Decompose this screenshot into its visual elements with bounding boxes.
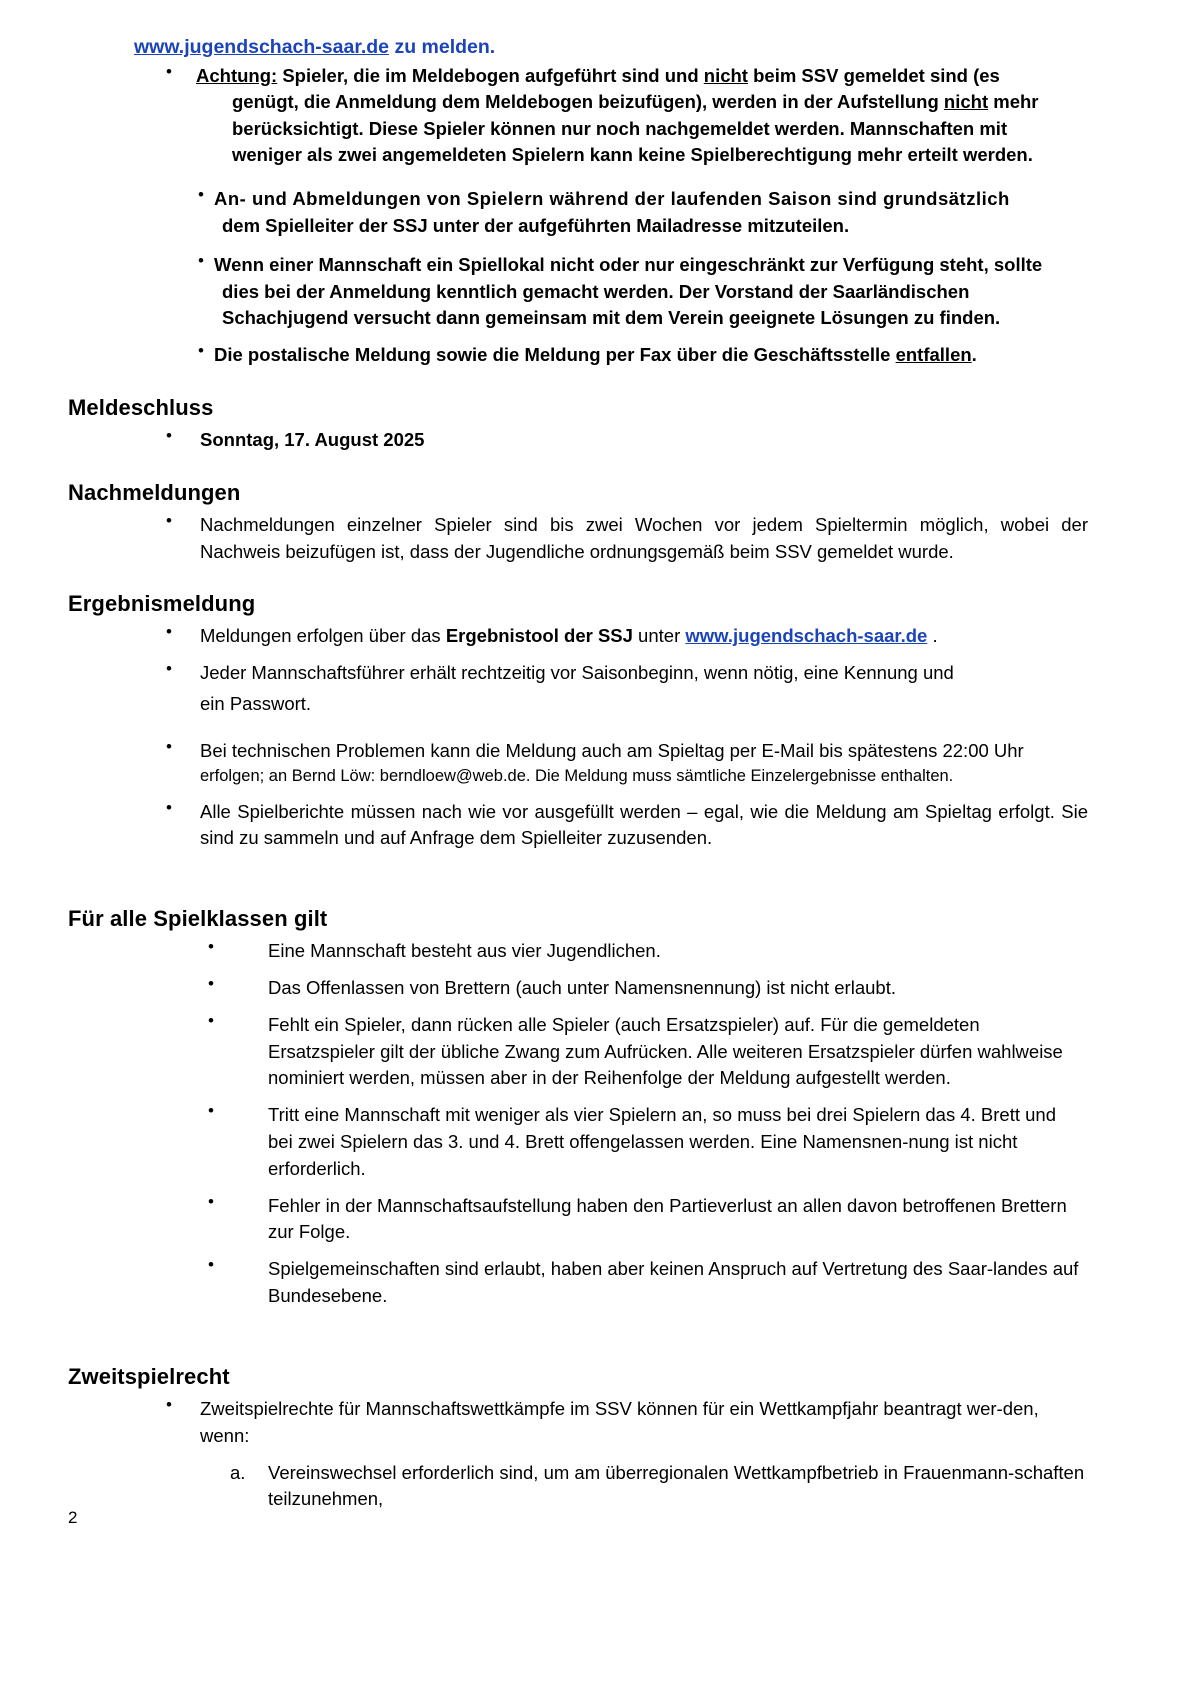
achtung-nicht-2: nicht xyxy=(943,91,989,113)
nachmeldungen-text: Nachmeldungen einzelner Spieler sind bis zwei Wochen vor jedem Spieltermin möglich, wobei der Nachweis beizufügen ist, dass der Jugendliche ordnungsgemäß beim SSV gemeldet wurde. xyxy=(200,513,1088,562)
bullet-icon: • xyxy=(166,736,172,756)
list-item xyxy=(68,975,1104,1002)
bullet-icon: • xyxy=(198,250,204,270)
list-item xyxy=(68,186,1104,240)
bullet-icon: • xyxy=(208,1191,214,1211)
list-item xyxy=(68,1396,1104,1450)
zweitspielrecht-list xyxy=(68,1396,1104,1450)
spielklassen-item-3: Fehlt ein Spieler, dann rücken alle Spieler (auch Ersatzspieler) auf. Für die gemeldeten Ersatzspieler gilt der übliche Zwang zum Aufrücken. Alle weiteren Ersatzspieler dürfen wahlweise nominiert werden, müssen aber in der Reihenfolge der Meldung aufgestellt werden. xyxy=(268,1013,1063,1089)
anmeldung-line-1: An- und Abmeldungen von Spielern während der laufenden Saison sind grundsätzlich xyxy=(214,188,1010,210)
anmeldung-line-2: dem Spielleiter der SSJ unter der aufgeführten Mailadresse mitzuteilen. xyxy=(222,214,850,236)
list-item xyxy=(68,1256,1104,1310)
section-heading-spielklassen: Für alle Spielklassen gilt xyxy=(68,906,328,932)
postalische-period: . xyxy=(971,344,977,366)
postalische-meldung-paragraph xyxy=(214,342,1104,369)
spiellokal-line-2: dies bei der Anmeldung kenntlich gemacht werden. Der Vorstand der Saarländischen xyxy=(222,280,970,302)
nachmeldungen-list xyxy=(68,512,1104,566)
list-item xyxy=(68,660,1104,718)
jugendschach-saar-link-ergebnis[interactable]: www.jugendschach-saar.de xyxy=(685,625,928,647)
spiellokal-paragraph xyxy=(214,252,1104,332)
list-item xyxy=(68,512,1104,566)
bullet-icon: • xyxy=(208,937,214,957)
ergebnismeldung-list xyxy=(68,623,1104,852)
alpha-marker-a: a. xyxy=(230,1461,246,1483)
bullet-icon: • xyxy=(166,425,172,445)
anmeldung-paragraph xyxy=(214,186,1104,240)
section-heading-zweitspielrecht: Zweitspielrecht xyxy=(68,1363,230,1389)
intro-bullet-list xyxy=(68,63,1104,369)
bullet-icon: • xyxy=(208,1101,214,1121)
bullet-icon: • xyxy=(166,510,172,530)
zweitspielrecht-intro: Zweitspielrechte für Mannschaftswettkämpfe im SSV können für ein Wettkampfjahr beantragt wer-den, wenn: xyxy=(200,1397,1039,1446)
ergebnistool-end: . xyxy=(927,625,938,647)
bullet-icon: • xyxy=(166,659,172,679)
spielklassen-item-6: Spielgemeinschaften sind erlaubt, haben aber keinen Anspruch auf Vertretung des Saar-landes auf Bundesebene. xyxy=(268,1258,1079,1307)
bullet-icon: • xyxy=(208,1010,214,1030)
spielklassen-item-4: Tritt eine Mannschaft mit weniger als vier Spielern an, so muss bei drei Spielern das 4. Brett und bei zwei Spielern das 3. und 4. Brett offengelassen werden. Eine Namensnen-nung ist nicht erforderlich. xyxy=(268,1104,1056,1179)
spielklassen-item-1: Eine Mannschaft besteht aus vier Jugendlichen. xyxy=(268,940,661,962)
achtung-text-1: Spieler, die im Meldebogen aufgeführt sind und xyxy=(277,65,704,86)
list-item xyxy=(68,1102,1104,1182)
achtung-label: Achtung: xyxy=(196,65,278,86)
achtung-text-5: berücksichtigt. Diese Spieler können nur noch nachgemeldet werden. Mannschaften mit xyxy=(232,117,1008,139)
bullet-icon: • xyxy=(198,341,204,361)
achtung-text-2: beim SSV gemeldet sind (es xyxy=(747,65,1000,86)
section-heading-nachmeldungen: Nachmeldungen xyxy=(68,479,241,505)
ergebnistool-bold: Ergebnistool der SSJ xyxy=(445,625,633,647)
achtung-nicht-1: nicht xyxy=(703,65,748,86)
list-item xyxy=(68,623,1104,650)
spiellokal-line-3: Schachjugend versucht dann gemeinsam mit dem Verein geeignete Lösungen zu finden. xyxy=(222,307,1001,329)
spiellokal-line-1: Wenn einer Mannschaft ein Spiellokal nicht oder nur eingeschränkt zur Verfügung steht, sollte xyxy=(214,253,1043,275)
list-item xyxy=(68,738,1104,789)
achtung-text-6: weniger als zwei angemeldeten Spielern kann keine Spielberechtigung mehr erteilt werden. xyxy=(232,143,1033,165)
list-item xyxy=(68,342,1104,369)
list-item xyxy=(68,252,1104,332)
achtung-text-3: genügt, die Anmeldung dem Meldebogen beizufügen), werden in der Aufstellung xyxy=(232,91,944,113)
ergebnistool-mid: unter xyxy=(632,625,686,647)
spielberichte-text: Alle Spielberichte müssen nach wie vor ausgefüllt werden – egal, wie die Meldung am Spieltag erfolgt. Sie sind zu sammeln und auf Anfrage dem Spielleiter zuzusenden. xyxy=(200,800,1088,849)
bullet-icon: • xyxy=(166,1394,172,1414)
list-item xyxy=(68,938,1104,965)
bullet-icon: • xyxy=(208,973,214,993)
meldeschluss-date: Sonntag, 17. August 2025 xyxy=(200,428,425,450)
top-line xyxy=(134,36,1104,59)
page-number: 2 xyxy=(68,1508,78,1527)
zweitspielrecht-a-text: Vereinswechsel erforderlich sind, um am überregionalen Wettkampfbetrieb in Frauenmann-schaften teilzunehmen, xyxy=(268,1461,1085,1510)
spielklassen-item-5: Fehler in der Mannschaftsaufstellung haben den Partieverlust an allen davon betroffenen Brettern zur Folge. xyxy=(268,1194,1067,1243)
top-line-suffix: zu melden. xyxy=(389,36,496,58)
kennung-line-1: Jeder Mannschaftsführer erhält rechtzeitig vor Saisonbeginn, wenn nötig, eine Kennung und xyxy=(200,662,954,684)
kennung-line-2: ein Passwort. xyxy=(200,693,312,714)
section-heading-ergebnismeldung: Ergebnismeldung xyxy=(68,591,256,617)
achtung-paragraph xyxy=(196,63,1104,168)
spielklassen-list xyxy=(68,938,1104,1310)
entfallen-text: entfallen xyxy=(895,344,972,366)
bullet-icon: • xyxy=(198,185,204,205)
technische-probleme-line-2: erfolgen; an Bernd Löw: berndloew@web.de. Die Meldung muss sämtliche Einzelergebnisse enthalten. xyxy=(200,766,954,785)
bullet-icon: • xyxy=(208,1255,214,1275)
meldeschluss-list xyxy=(68,427,1104,454)
postalische-text: Die postalische Meldung sowie die Meldung per Fax über die Geschäftsstelle xyxy=(214,344,896,366)
section-heading-meldeschluss: Meldeschluss xyxy=(68,394,214,420)
list-item xyxy=(68,1012,1104,1092)
achtung-text-4: mehr xyxy=(988,91,1039,113)
bullet-icon: • xyxy=(166,622,172,642)
list-item xyxy=(68,63,1104,168)
zweitspielrecht-item-a xyxy=(230,1460,1104,1514)
ergebnistool-pre: Meldungen erfolgen über das xyxy=(200,625,446,647)
bullet-icon: • xyxy=(166,62,172,81)
list-item xyxy=(68,1193,1104,1247)
ergebnistool-line xyxy=(200,623,1104,650)
list-item xyxy=(68,427,1104,454)
list-item xyxy=(68,799,1104,853)
jugendschach-saar-link-top[interactable]: www.jugendschach-saar.de xyxy=(134,36,390,58)
technische-probleme-line-1: Bei technischen Problemen kann die Meldung auch am Spieltag per E-Mail bis spätestens 22:00 Uhr xyxy=(200,739,1024,761)
bullet-icon: • xyxy=(166,797,172,817)
spielklassen-item-2: Das Offenlassen von Brettern (auch unter Namensnennung) ist nicht erlaubt. xyxy=(268,976,896,998)
